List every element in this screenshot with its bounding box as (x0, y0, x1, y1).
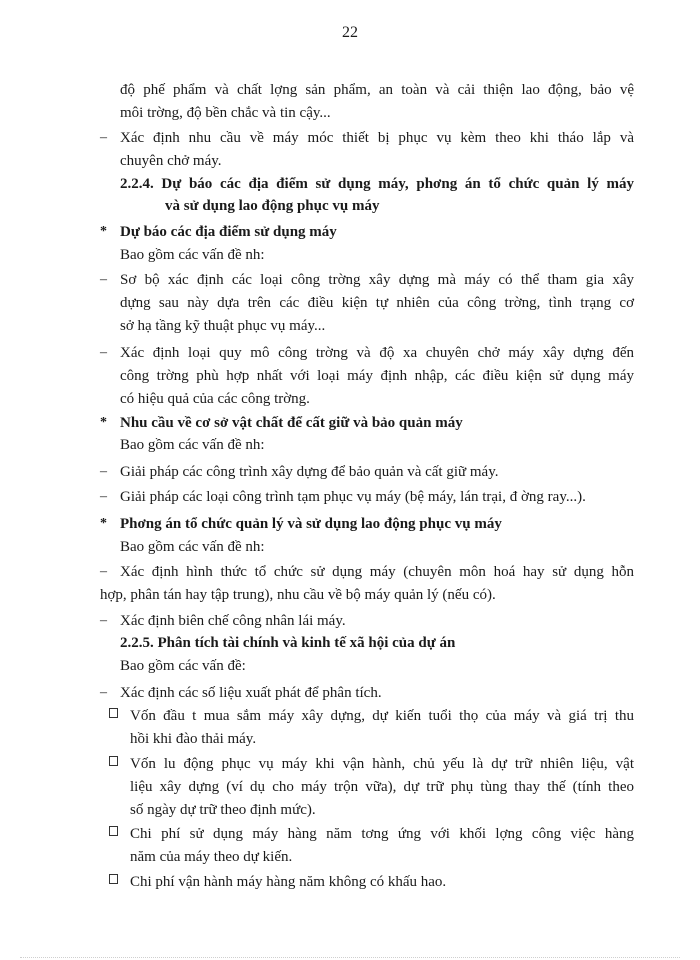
subheading: Dự báo các địa điểm sử dụng máy (120, 224, 337, 240)
text-line: hợp, phân tán hay tập trung), nhu cầu về bộ máy quản lý (nếu có). (100, 587, 496, 603)
text-line: dựng sau này dựa trên các điều kiện tự nhiên của công trờng, tình trạng cơ (120, 295, 634, 311)
text-line: Bao gồm các vấn đề nh: (120, 247, 265, 263)
section-heading-cont: và sử dụng lao động phục vụ máy (165, 198, 380, 214)
bullet-dash: – (100, 613, 107, 628)
bullet-box-icon (109, 708, 118, 718)
text-line: liệu xây dựng (ví dụ cho máy trộn vữa), dự trữ phụ tùng thay thế (tính theo (130, 779, 634, 795)
text-line: sở hạ tầng kỹ thuật phục vụ máy... (120, 318, 326, 334)
bullet-box-icon (109, 756, 118, 766)
text-line: môi trờng, độ bền chắc và tin cậy... (120, 105, 331, 121)
subheading: Nhu cầu về cơ sở vật chất để cất giữ và bảo quản máy (120, 415, 463, 431)
bullet-dash: – (100, 345, 107, 360)
section-heading: 2.2.4. Dự báo các địa điểm sử dụng máy, phơng án tổ chức quản lý máy (120, 176, 634, 192)
text-line: Giải pháp các loại công trình tạm phục vụ máy (bệ máy, lán trại, đ ờng ray...). (120, 489, 586, 505)
bullet-star: * (100, 415, 107, 430)
text-line: Bao gồm các vấn đề: (120, 658, 246, 674)
text-line: Xác định các số liệu xuất phát để phân tích. (120, 685, 382, 701)
bullet-dash: – (100, 272, 107, 287)
subheading: Phơng án tổ chức quản lý và sử dụng lao động phục vụ máy (120, 516, 502, 532)
text-line: số ngày dự trữ theo định mức). (130, 802, 316, 818)
text-line: Bao gồm các vấn đề nh: (120, 539, 265, 555)
text-line: Xác định biên chế công nhân lái máy. (120, 613, 346, 629)
text-line: Sơ bộ xác định các loại công trờng xây dựng mà máy có thể tham gia xây (120, 272, 634, 288)
bullet-dash: – (100, 130, 107, 145)
text-line: độ phế phẩm và chất lợng sản phẩm, an toàn và cải thiện lao động, bảo vệ (120, 82, 634, 98)
bullet-dash: – (100, 564, 107, 579)
text-line: hồi khi đào thải máy. (130, 731, 257, 747)
text-line: Vốn đầu t mua sắm máy xây dựng, dự kiến tuổi thọ của máy và giá trị thu (130, 708, 634, 724)
bullet-dash: – (100, 464, 107, 479)
section-heading: 2.2.5. Phân tích tài chính và kinh tế xã hội của dự án (120, 635, 456, 651)
text-line: Chi phí sử dụng máy hàng năm tơng ứng với khối lợng công việc hàng (130, 826, 634, 842)
bullet-box-icon (109, 826, 118, 836)
text-line: Xác định loại quy mô công trờng và độ xa chuyên chở máy xây dựng đến (120, 345, 634, 361)
text-line: Giải pháp các công trình xây dựng để bảo quản và cất giữ máy. (120, 464, 499, 480)
page-number: 22 (342, 24, 358, 41)
text-line: Vốn lu động phục vụ máy khi vận hành, chủ yếu là dự trữ nhiên liệu, vật (130, 756, 634, 772)
bullet-box-icon (109, 874, 118, 884)
bullet-star: * (100, 224, 107, 239)
text-line: Xác định nhu cầu về máy móc thiết bị phục vụ kèm theo khi tháo lắp và (120, 130, 634, 146)
text-line: Xác định hình thức tổ chức sử dụng máy (chuyên môn hoá hay sử dụng hỗn (120, 564, 634, 580)
text-line: năm của máy theo dự kiến. (130, 849, 293, 865)
text-line: chuyên chở máy. (120, 153, 222, 169)
bullet-dash: – (100, 685, 107, 700)
text-line: có hiệu quả của các công trờng. (120, 391, 310, 407)
bullet-dash: – (100, 489, 107, 504)
text-line: Chi phí vận hành máy hàng năm không có khấu hao. (130, 874, 447, 890)
page-bottom-rule (20, 957, 680, 958)
bullet-star: * (100, 516, 107, 531)
text-line: Bao gồm các vấn đề nh: (120, 437, 265, 453)
text-line: công trờng phù hợp nhất với loại máy định nhập, các điều kiện sử dụng máy (120, 368, 634, 384)
